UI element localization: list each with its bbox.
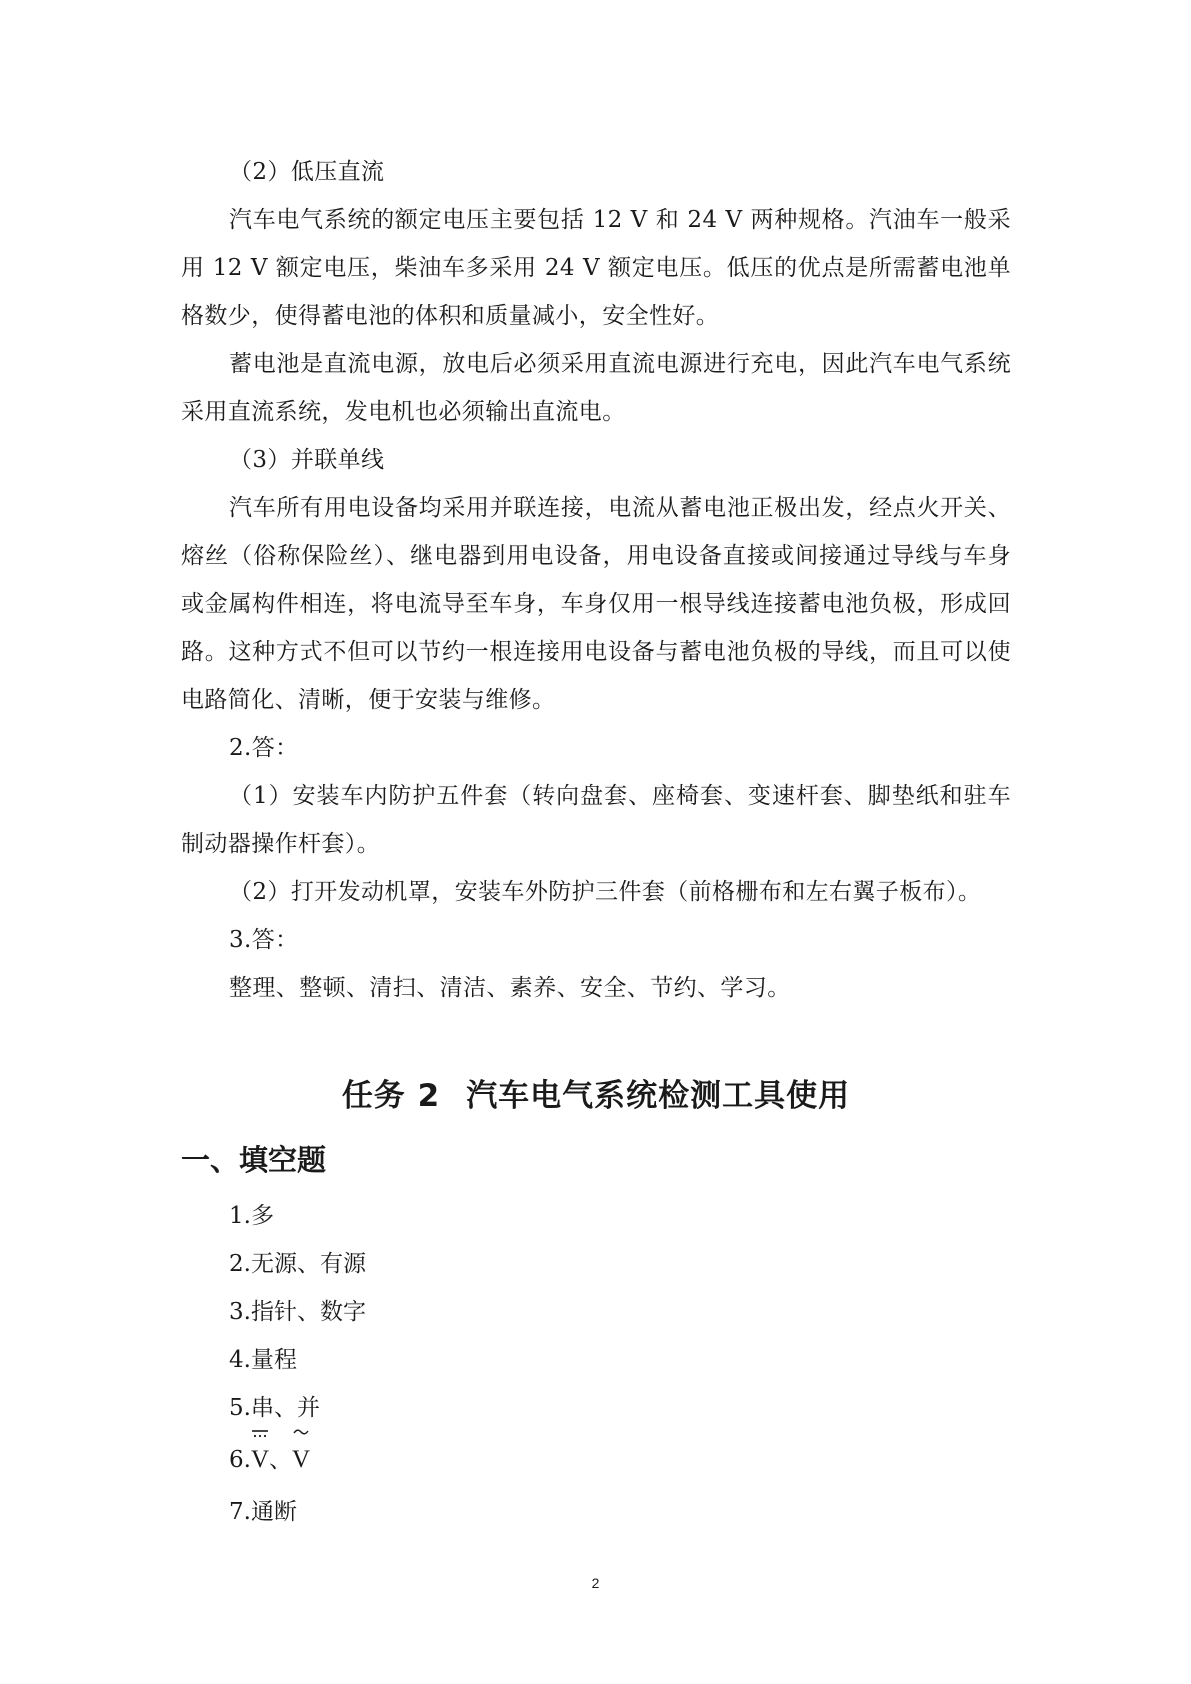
heading-fill-in-blanks: 一、填空题 xyxy=(181,1143,327,1177)
dc-symbol-letter: V xyxy=(250,1446,270,1473)
ac-symbol-letter: V xyxy=(292,1446,311,1473)
ac-voltage-symbol xyxy=(292,1436,310,1484)
ac-symbol-icon xyxy=(293,1428,309,1436)
section-task-label: 任务 2 xyxy=(341,1078,441,1114)
subheading-low-voltage-dc: （2）低压直流 xyxy=(229,159,385,185)
section-title xyxy=(181,1072,1011,1120)
dc-symbol-icon xyxy=(252,1430,268,1438)
answer-2-label: 2.答： xyxy=(229,735,299,761)
answer-3-label: 3.答： xyxy=(229,927,299,953)
answer-6-separator: 、 xyxy=(269,1447,293,1473)
answer-6-prefix: 6. xyxy=(229,1447,251,1473)
answer-item-7: 7.通断 xyxy=(229,1499,297,1525)
answer-2-item-2: （2）打开发动机罩，安装车外防护三件套（前格栅布和左右翼子板布）。 xyxy=(229,879,982,905)
paragraph-battery-dc: 蓄电池是直流电源，放电后必须采用直流电源进行充电，因此汽车电气系统采用直流系统，发电机也必须输出直流电。 xyxy=(181,351,1011,425)
paragraph-parallel-connection: 汽车所有用电设备均采用并联连接，电流从蓄电池正极出发，经点火开关、熔丝（俗称保险丝）、继电器到用电设备，用电设备直接或间接通过导线与车身或金属构件相连，将电流导至车身，车身仅用一根导线连接蓄电池负极，形成回路。这种方式不但可以节约一根连接用电设备与蓄电池负极的导线，而且可以使电路简化、清晰，便于安装与维修。 xyxy=(181,495,1011,713)
answer-3-text: 整理、整顿、清扫、清洁、素养、安全、节约、学习。 xyxy=(229,975,791,1001)
answer-2-item-1: （1）安装车内防护五件套（转向盘套、座椅套、变速杆套、脚垫纸和驻车制动器操作杆套）。 xyxy=(181,783,1011,857)
page-number: 2 xyxy=(591,1575,600,1591)
dc-voltage-symbol xyxy=(251,1436,269,1484)
answer-item-3: 3.指针、数字 xyxy=(229,1299,366,1325)
paragraph-rated-voltage: 汽车电气系统的额定电压主要包括 12 V 和 24 V 两种规格。汽油车一般采用 12 V 额定电压，柴油车多采用 24 V 额定电压。低压的优点是所需蓄电池单格数少，使得蓄电池的体积和质量减小，安全性好。 xyxy=(181,207,1011,329)
section-task-title: 汽车电气系统检测工具使用 xyxy=(466,1078,851,1114)
answer-item-2: 2.无源、有源 xyxy=(229,1251,366,1277)
answer-item-4: 4.量程 xyxy=(229,1347,297,1373)
page-content xyxy=(181,148,1011,1536)
subheading-parallel-single-wire: （3）并联单线 xyxy=(229,447,385,473)
answer-item-1: 1.多 xyxy=(229,1203,274,1229)
answer-item-6 xyxy=(181,1436,1011,1484)
answer-item-5: 5.串、并 xyxy=(229,1395,320,1421)
